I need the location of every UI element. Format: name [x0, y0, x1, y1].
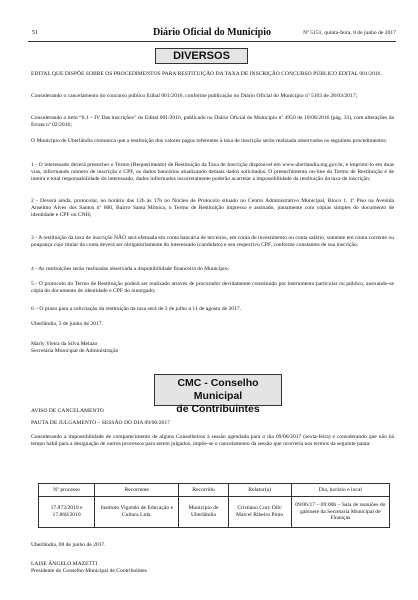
procedure-item-4: 4 - As restituições serão realizadas observada a disponibilidade financeira do Município; — [31, 266, 230, 272]
procedure-item-5: 5 - O protocolo do Termo de Restituição poderá ser realizado através de procurador devidamente constituído por instrumento particular ou público, anexando-se cópia do documento de identidade e CPF do outorgado; — [31, 281, 394, 295]
section-title-cmc — [154, 374, 282, 415]
section-title-cmc-line2: de Contribuintes — [176, 403, 260, 415]
paragraph-comunica: O Município de Uberlândia comunica que a restituição dos valores pagos referentes à taxa de inscrição serão realizada observados os seguintes procedimentos: — [31, 138, 388, 144]
process-table — [38, 483, 390, 528]
page-header — [28, 27, 396, 41]
paragraph-considerando-1: Considerando o cancelamento do concurso público Edital 001/2016, conforme publicação no Diário Oficial do Município nº 5103 de 28/03/2017; — [31, 93, 358, 99]
signer-role-1: Secretária Municipal de Administração — [31, 348, 119, 354]
journal-title: Diário Oficial do Município — [152, 27, 272, 38]
edital-heading: EDITAL QUE DISPÕE SOBRE OS PROCEDIMENTOS PARA RESTITUIÇÃO DA TAXA DE INSCRIÇÃO CONCURSO PÚBLICO EDITAL 001/2016. — [31, 71, 382, 77]
cell-processo: 17.873/2010 e 17.868/2010 — [39, 497, 95, 528]
cancellation-body: Considerando a impossibilidade de comparecimento de alguns Conselheiros à sessão agendada para o dia 09/06/2017 (sexta-feira) e considerando que não há tempo hábil para a designação de outros processos para serem julgados, impõe-se o cancelamento da sessão que ocorreria nos termos da seguinte pauta: — [31, 434, 394, 448]
signer-name-1: Marly Vieira da Silva Melazo — [31, 341, 98, 347]
paragraph-considerando-2: Considerando o item “6.1 – IV Das inscrições” do Edital 001/2016, publicado no Diário Oficial do Município nº 4950 de 10/08/2016 (pág. 33), com alterações da Errata nº 02/2016; — [31, 115, 394, 129]
table-row — [39, 497, 390, 528]
col-header-relator: Relator(a) — [228, 484, 291, 497]
place-date-2: Uberlândia, 08 de junho de 2017. — [31, 542, 106, 548]
signer-name-2: LAISE ÂNGELO MAZETTI — [31, 561, 98, 567]
col-header-recorrido: Recorrido — [179, 484, 228, 497]
col-header-dia-horario: Dia, horário e local — [291, 484, 389, 497]
notice-cancelamento: AVISO DE CANCELAMENTO — [31, 408, 104, 414]
procedure-item-3: 3 - A restituição da taxa de inscrição NÃO será efetuada em conta bancária de terceiros, em conta de investimento ou conta salário, somente em conta corrente ou poupança cujo titular da conta deverá ser obrigatoriamente do interessado (candidato) e seu respectivo CPF, conforme constantes de sua inscrição. — [31, 235, 394, 249]
cell-relator: Cristiano Cury Dib/ Marcel Ribeiro Pinto — [228, 497, 291, 528]
cell-dia-horario: 09/06/17 – 09:00h – Sala de reuniões do gabinete da Secretaria Municipal de Finanças — [291, 497, 389, 528]
section-title-diversos: DIVERSOS — [155, 48, 248, 64]
section-title-cmc-line1: CMC - Conselho Municipal — [177, 377, 259, 402]
cell-recorrido: Município de Uberlândia — [179, 497, 228, 528]
header-rule — [28, 41, 396, 42]
procedure-item-2: 2 - Deverá ainda, protocolar, no horário das 12h às 17h no Núcleo de Protocolo situado no Centro Administrativo Municipal, Bloco 1, 1º Piso na Avenida Anselmo Alves dos Santos nº 600, Bairro Santa Mônica, o Termo de Restituição impresso e assinado, juntamente com cópias simples do documento de identidade e CPF ou CNH; — [31, 198, 394, 219]
page-number: 51 — [32, 30, 38, 36]
procedure-item-1: 1 - O interessado deverá preencher o Termo (Requerimento) de Restituição da Taxa de Inscrição disponível em www.uberlandia.mg.gov.br, e imprimi-lo em duas vias, informando número de inscrição e CPF, os dados bancários atualizando demais dados solicitados. O preenchimento on-line do Termo de Restituição é de inteira e total responsabilidade do interessado, dados informados incorretamente poderão acarretar a impossibilidade da restituição da taxa de inscrição; — [31, 162, 394, 183]
place-date-1: Uberlândia, 3 de junho de 2017. — [31, 321, 103, 327]
col-header-processo: Nº processo — [39, 484, 95, 497]
col-header-recorrente: Recorrente — [95, 484, 179, 497]
procedure-item-6: 6 – O prazo para a solicitação da restituição da taxa será de 3 de julho a 11 de agosto de 2017. — [31, 306, 242, 312]
cell-recorrente: Instituto Vigotski de Educação e Cultura Ltda. — [95, 497, 179, 528]
pauta-julgamento: PAUTA DE JULGAMENTO – SESSÃO DO DIA 09/06/2017 — [31, 420, 170, 426]
table-header-row — [39, 484, 390, 497]
signer-role-2: Presidente do Conselho Municipal de Contribuintes — [31, 568, 147, 574]
issue-info: Nº 5151, quinta-feira, 8 de junho de 2017 — [303, 30, 396, 36]
